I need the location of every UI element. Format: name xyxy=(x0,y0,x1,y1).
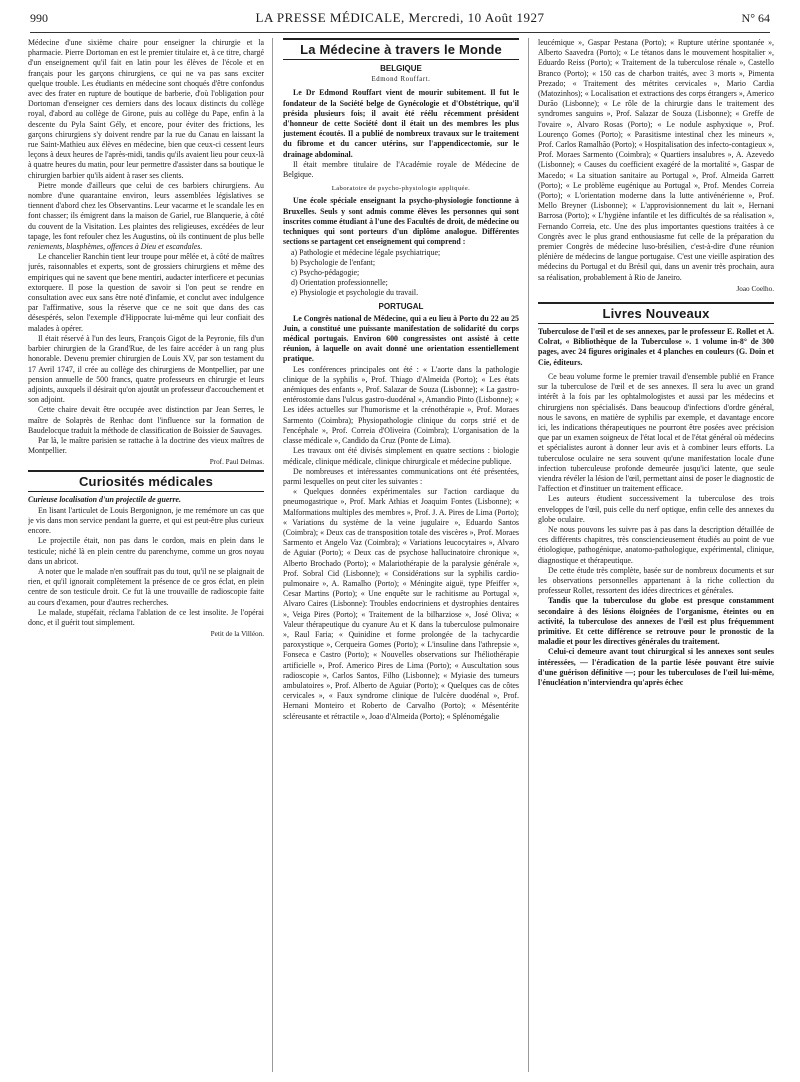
paragraph: De cette étude très complète, basée sur de nombreux documents et sur les observations personnelles appartenant à la riche collection du professeur Rollet, ressortent des idées directrices et générales. xyxy=(538,565,774,596)
paragraph: Cette chaire devait être occupée avec distinction par Jean Serres, le maître de Solaprès de Renhac dont l'influence sur la formation de Baudelocque traduit la méthode de classification de Boissier de Sauvages. xyxy=(28,405,264,435)
course-list xyxy=(291,248,519,298)
page-header xyxy=(30,10,770,33)
country-heading: PORTUGAL xyxy=(378,302,424,312)
section-header xyxy=(28,470,264,492)
paragraph: Médecine d'une sixième chaire pour enseigner la chirurgie et la pharmacie. Pierre Dortoman en est le premier titulaire et, à ce titre, chargé d'un enseignement qu'il fait en latin pour les élèves de l'école et en français pour les garçons chirurgiens, ce qui ne va pas sans exciter quelque trouble. Les étudiants en médecine sont choqués d'être confondus avec des frater en rupture de boutique de barberie, d'où l'obligation pour Dortoman d'enseigner ces derniers dans des locaux distincts du collège royal, d'abord au collège de Girone, puis au collège du Pape, enfin à la descente du Pyla Saint Gély, et encore, pour éviter des frictions, les garçons chirurgiens s'y doivent rendre par la rue du Canau en laissant la rue Saint-Mathieu aux élèves en médecine, bien que ceux-ci cessent leurs leçons à deux heures de l'après-midi, tandis qu'ils avaient lieu pour ceux-là à quatre heures du matin, pour leur permettre d'assister dans sa boutique le chirurgien barbier qu'ils aident à raser ses clients. xyxy=(28,38,264,180)
paragraph: « Quelques données expérimentales sur l'action cardiaque du pneumogastrique », Prof. Mark Athias et Joaquim Fontes (Lisbonne); « Malformations multiples des membres », Prof. J. A. Pires de Lima (Porto); « Variations du système de la veine jugulaire », Eduardo Santos (Coimbra); « Deux cas de transposition totale des viscères », Prof. Moraes Sarmento et Angelo Vaz (Coimbra); « Variations leucocytaires », Alvaro de Aguiar (Porto); « Deux cas de psychose hallucinatoire chronique », Alberto Brochado (Porto); « Malariothérapie de la paralysie générale », Prof. Sobral Cid (Lisbonne); « Considérations sur la syphilis cardio-pulmonaire », A. Ramalho (Porto); « Méningite aiguë, type Pfeiffer », Cesar Martins (Porto); « Une enquête sur le rachitisme au Portugal », Alvaro Caires (Lisbonne): Troubles endocriniens et dystrophies dentaires », Veiga Pires (Porto); « Traitement de la bilharziose », José Oliva; « Valeur thérapeutique du cyanure Au et K dans la tuberculose pulmonaire », Raul Faria; « Quinidine et forme prolongée de la tachycardie paroxystique », Cerqueira Gomes (Porto); « L'insuline dans l'athrepsie », Fonseca e Castro (Porto); « Nouvelles observations sur l'héliothérapie artificielle », Prof. Americo Pires de Lima (Porto); « Auscultation sous radioscopie », Carlos Santos, Filho (Lisbonne); « Myiasie des tumeurs ambulatoires », Prof. Alberto de Aguiar (Porto); « Quelques cas de côtes cervicales », « Faux syndrome clinique de l'ulcère duodénal », Prof. Hernani Monteiro et Roberto de Carvalho (Porto); « Mésentérite scléreusante et rétractile », Joao d'Almeida (Porto); « Splénomégalie xyxy=(283,487,519,721)
column-3 xyxy=(538,38,774,1074)
list-item: e) Physiologie et psychologie du travail. xyxy=(291,288,419,298)
paragraph: Il était réservé à l'un des leurs, François Gigot de la Peyronie, fils d'un barbier chirurgien de la Grand'Rue, de les faire accéder à un rang plus honorable. Devenu premier chirurgien de Louis XV, par son testament du 17 Avril 1747, il crée au collège des chirurgiens de Montpellier, par une pension annuelle de 500 francs, quatre professeurs en chirurgie et leurs adjoints, auxquels il désirait qu'on ajoutât un professeur d'accouchement et son adjoint. xyxy=(28,333,264,405)
paragraph: Le Dr Edmond Rouffart vient de mourir subitement. Il fut le fondateur de la Société belge de Gynécologie et d'Obstétrique, qu'il présida plusieurs fois; il avait été réélu récemment président d'honneur de cette Société dont il était un des membres les plus justement écoutés. Il a publié de nombreux travaux sur le traitement du fibrome et du cancer utérins, sur l'appendicectomie, sur le drainage abdominal. xyxy=(283,88,519,159)
article-heading: Laboratoire de psycho-physiologie appliquée. xyxy=(331,185,471,193)
paragraph: Ne nous pouvons les suivre pas à pas dans la description détaillée de ces différents chapitres, très consciencieusement étudiés au point de vue étiologique, pathogénique, anatomo-pathologique, expérimental, clinique, diagnostique et thérapeutique. xyxy=(538,524,774,565)
section-header xyxy=(538,302,774,324)
paragraph: Le projectile était, non pas dans le cordon, mais en plein dans le testicule; niché là en plein centre du parenchyme, comme un gros noyau dans un abricot. xyxy=(28,536,264,566)
paragraph: Tandis que la tuberculose du globe est presque constamment secondaire à des lésions éloignées de l'organisme, éteintes ou en activité, la tuberculose des annexes de l'œil est plus fréquemment primitive. Et cette différence se retrouve pour le pronostic de la maladie et pour les directives générales du traitement. xyxy=(538,596,774,647)
list-item: c) Psycho-pédagogie; xyxy=(291,268,360,278)
paragraph: leucémique », Gaspar Pestana (Porto); « Rupture utérine spontanée », Alberto Saavedra (Porto); « Le tétanos dans le mouvement hospitalier », Eduardo Reiss (Porto); « Traitement de la tuberculose rénale », Castello Branco (Porto); « 150 cas de charbon traités, avec 3 morts », Pimenta Prezado; « Traitement des métrites cervicales », Mario Cardia (Matozinhos); « Localisation et extractions des corps étrangers », Americo Durão (Lisbonne); « Le rôle de la chirurgie dans le traitement des syndromes sanguins », Prof. Salazar de Souza (Lisbonne); « Greffe de l'ovaire », Alvaro Rosas (Porto); « Le nodule asphyxique », Prof. Lourenço Gomes (Porto); « Parasitisme intestinal chez les mineurs », Prof. Carlos Ramalhão (Porto); « Hospitalisation des infecto-contagieux », Prof. Moraes Sarmento (Coimbra); « Quartiers insalubres », A. Azevedo (Lisbonne); « Causes du coefficient exagéré de la mortalité », Gaspar de Macedo; « La situation sanitaire au Portugal », Prof. Almeida Garrett (Porto); « Le problème eugénique au Portugal », Prof. Mendes Correia (Porto); « L'orientation moderne dans la lutte antivénérienne », Prof. Mello Breyner (Lisbonne); « L'approvisionnement du lait », Hernani Barrosa (Porto); « L'hygiène infantile et les difficultés de sa réalisation », Fernando Correia, etc. Une des plus importantes questions traitées à ce Congrès avec le plus grand enthousiasme fut celle de la préparation du premier Congrès de médecine luso-brésilien, c'est-à-dire d'une réunion plénière de médecins de langue portugaise. C'est une vieille aspiration des médecins du Portugal et du Brésil qui, dans un avenir très prochain, aura sa réalisation, probablement à Rio de Janeiro. xyxy=(538,38,774,282)
italic-phrase: reniements, blasphèmes, offences à Dieu et escandales. xyxy=(28,242,203,252)
paragraph: Les travaux ont été divisés simplement en quatre sections : biologie médicale, clinique médicale, clinique chirurgicale et médecine publique. xyxy=(283,446,519,466)
country-heading: BELGIQUE xyxy=(380,64,422,73)
article-subtitle: Curieuse localisation d'un projectile de guerre. xyxy=(28,494,181,504)
paragraph: De nombreuses et intéressantes communications ont été présentées, parmi lesquelles on peut citer les suivantes : xyxy=(283,466,519,486)
section-title: La Médecine à travers le Monde xyxy=(300,42,502,57)
paragraph: En lisant l'articulet de Louis Bergonignon, je me remémore un cas que je vis dans mon service pendant la guerre, et qui est peut-être plus curieux encore. xyxy=(28,505,264,536)
book-reference: Tuberculose de l'œil et de ses annexes, par le professeur E. Rollet et A. Colrat, « Bibliothèque de la Tuberculose ». 1 volume in-8° de 300 pages, avec 24 figures originales et 4 planches en couleurs (G. Doin et Cie, éditeurs. xyxy=(538,327,774,367)
paragraph: Il était membre titulaire de l'Académie royale de Médecine de Belgique. xyxy=(283,159,519,180)
column-divider xyxy=(528,38,529,1072)
list-item: d) Orientation professionnelle; xyxy=(291,278,388,288)
paragraph: Le Congrès national de Médecine, qui a eu lieu à Porto du 22 au 25 Juin, a constitué une puissante manifestation de solidarité du corps médical portugais. Environ 600 congressistes ont assisté à cette réunion, à laquelle on avait donné une orientation essentiellement pratique. xyxy=(283,313,519,364)
paragraph: Le chancelier Ranchin tient leur troupe pour mêlée et, à côté de maîtres jurés, raisonnables et experts, sont de grossiers chirurgiens et même des empiriques qui ne savent que bene mentiri, audacter interficere et pecunias extorquere. Il pose la question de savoir si l'on peut se rendre en consultation avec eux sans être noté d'infamie, et conclut avec indulgence par l'affirmative, sous la réserve que ce ne soit que dans des cas désespérés, selon l'exemple d'Hippocrate lui-même qui leur confiait des malades à opérer. xyxy=(28,252,264,333)
article-heading: Edmond Rouffart. xyxy=(371,76,431,84)
paragraph: Celui-ci demeure avant tout chirurgical si les annexes sont seules intéressées, — l'éradication de la partie lésée pouvant être suivie d'une guérison définitive —; pour les tuberculoses de l'œil lui-même, l'énucléation n'interviendra qu'après échec xyxy=(538,647,774,687)
journal-title: LA PRESSE MÉDICALE, Mercredi, 10 Août 1927 xyxy=(255,10,545,25)
list-item: a) Pathologie et médecine légale psychiatrique; xyxy=(291,248,441,258)
paragraph: Ce beau volume forme le premier travail d'ensemble publié en France sur la tuberculose de l'œil et de ses annexes. Il sera lu avec un grand intérêt à la fois par les ophtalmologistes et aussi par les médecins et chirurgiens non spécialisés. Dans beaucoup d'infections d'ordre général, nous le savons, en matière de syphilis par exemple, et davantage encore ici, les indications thérapeutiques ne pourront être posées avec précision que par un examen soigneux de l'état local et de l'état général où médecins et spécialistes auront à donner leur avis et à combiner leurs efforts. La tuberculose oculaire ne sera souvent qu'une manifestation locale d'une infection tuberculeuse profonde demeurée jusqu'ici latente, que seule viendra révéler la lésion de l'œil, permettant ainsi de poser le diagnostic de l'affection et d'instituer un traitement efficace. xyxy=(538,371,774,494)
page-number: 990 xyxy=(30,11,48,25)
column-1 xyxy=(28,38,264,1074)
section-title: Livres Nouveaux xyxy=(602,306,710,322)
paragraph: A noter que le malade n'en souffrait pas du tout, qu'il ne se plaignait de rien, et qu'il ignorait complètement la présence de ce gros éclat, en plein centre de son testicule droit. Ce fut là une trouvaille de radioscopie faite au cours d'examen, pour d'autres recherches. xyxy=(28,566,264,607)
section-title: Curiosités médicales xyxy=(78,473,214,489)
section-header xyxy=(283,38,519,60)
column-2 xyxy=(283,38,519,1074)
paragraph: Les auteurs étudient successivement la tuberculose des trois enveloppes de l'œil, puis celle du nerf optique, enfin celle des annexes du globe oculaire. xyxy=(538,494,774,524)
paragraph: Le malade, stupéfait, réclama l'ablation de ce lest insolite. Je l'opérai donc, et il guérit tout simplement. xyxy=(28,607,264,627)
column-divider xyxy=(272,38,273,1072)
signature: Petit de la Villéon. xyxy=(210,630,264,639)
signature: Prof. Paul Delmas. xyxy=(209,458,264,467)
paragraph: Par là, le maître parisien se rattache à la doctrine des vieux maîtres de Montpellier. xyxy=(28,435,264,456)
paragraph: Une école spéciale enseignant la psycho-physiologie fonctionne à Bruxelles. Seuls y sont admis comme élèves les personnes qui sont inscrites comme étudiant à l'une des Facultés de droit, de médecine ou techniques qui sont porteurs d'un diplôme analogue. Différentes sections se partagent cet enseignement qui comprend : xyxy=(283,196,519,247)
signature: Joao Coelho. xyxy=(736,284,774,293)
paragraph-text: Pietre monde d'ailleurs que celui de ces barbiers chirurgiens. Au nombre d'une quarantaine environ, leurs assemblées législatives se tiennent d'abord chez les Observantins. Leur vacarme et le scandale les en font chasser; ils émigrent dans la maison de Gariel, rue Blanquerie, à côté du couvent de la Visitation. Les plaintes des religieuses, excédées de leur tapage, les font refouler chez les Augustins, où ils continuent de plus belle xyxy=(28,180,264,241)
issue-number: N° 64 xyxy=(741,11,770,25)
list-item: b) Psychologie de l'enfant; xyxy=(291,258,376,268)
paragraph: Les conférences principales ont été : « L'aorte dans la pathologie clinique de la syphilis », Prof. Thiago d'Almeida (Porto); « Les états anémiques des enfants », Prof. Salazar de Souza (Lisbonne); « La gastro-entérostomie dans l'ulcus gastro-duodénal », Amandio Pinto (Lisbonne); « Les idées actuelles sur l'humorisme et la crénothérapie », Prof. Moraes Sarmento (Coimbra); Physiopathologie clinique du corps strié et de l'encéphale », Prof. Correia d'Oliveira (Coimbra); L'organisation de la classe médicale », Candido da Cruz (Ponte de Lima). xyxy=(283,364,519,446)
paragraph xyxy=(28,181,264,252)
